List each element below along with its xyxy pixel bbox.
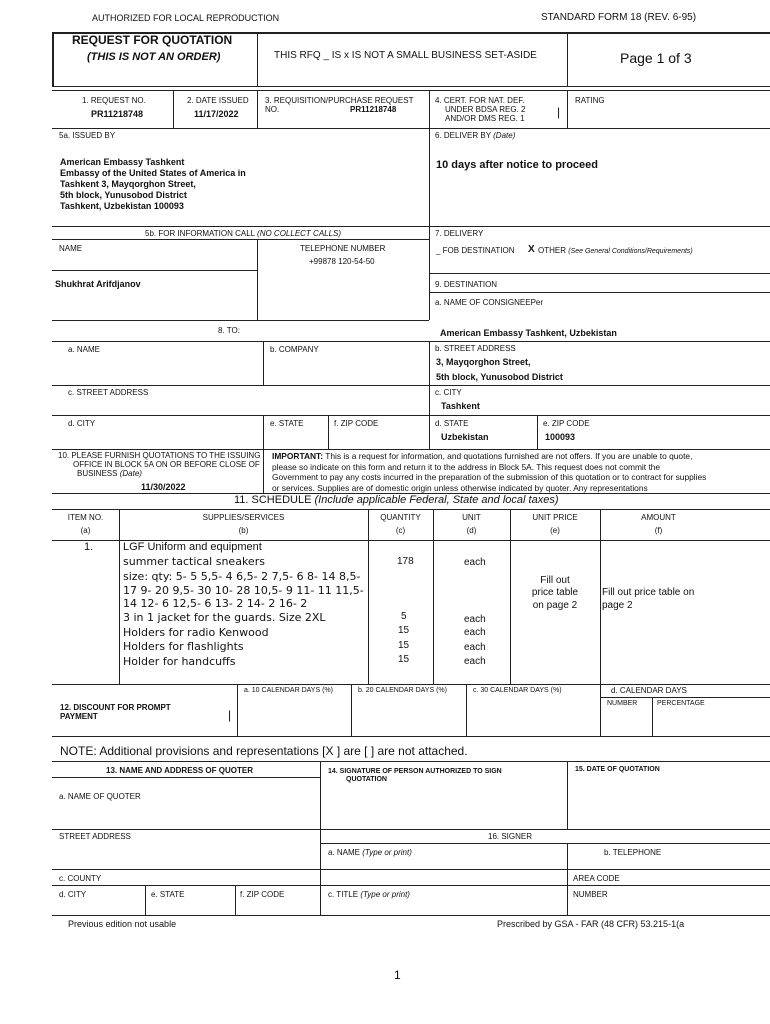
col-item-sub: (a) [80,526,91,535]
divider [263,341,264,385]
divider [567,32,568,86]
form-subtitle: (THIS IS NOT AN ORDER) [87,51,221,63]
unit-value: each [464,656,486,667]
item-line: size: qty: 5- 5 5,5- 4 6,5- 2 7,5- 6 8- 14 8,5- [123,570,361,583]
divider [652,697,653,736]
authorized-reproduction-text: AUTHORIZED FOR LOCAL REPRODUCTION [92,13,280,23]
signer-telephone-label: b. TELEPHONE [604,848,662,857]
signature-label-2: QUOTATION [346,776,387,783]
to-company-label: b. COMPANY [270,345,319,354]
divider [567,761,568,829]
request-no-label: 1. REQUEST NO. [82,96,146,105]
important-text: This is a request for information, and quotations furnished are not offers. If you are unable to quote, please so indicate on this form and return it to the address in Block 5A. This request does not commit the Government to pay any costs incurred in the preparation of the submission of this quotation or to contract for supplies or services. Supplies are of domestic origin unless otherwise indicated by quoter. Any representations [272,451,707,493]
divider [52,270,257,271]
col-amount-header: AMOUNT [641,513,676,522]
signer-name-label-text: a. NAME [328,848,361,857]
divider [52,915,770,916]
footer-left: Previous edition not usable [68,919,177,929]
divider [257,32,258,86]
col-item-header: ITEM NO. [67,513,104,522]
form-title: REQUEST FOR QUOTATION [72,33,233,47]
divider [52,341,770,342]
divider [257,239,258,320]
delivery-other-text: OTHER [538,246,566,255]
deliver-by-date-note: (Date) [493,131,516,140]
divider [235,885,236,915]
discount-number-label: NUMBER [607,700,638,707]
col-supplies-sub: (b) [238,526,249,535]
col-supplies-header: SUPPLIES/SERVICES [202,513,285,522]
quoter-name-label: a. NAME OF QUOTER [59,792,141,801]
delivery-other-note: (See General Conditions/Requirements) [568,248,693,255]
footer-right: Prescribed by GSA - FAR (48 CFR) 53.215-1(a [497,919,685,929]
divider [52,761,770,762]
col-quantity-header: QUANTITY [380,513,421,522]
area-code-label: AREA CODE [573,874,620,883]
signer-name-label [328,848,412,857]
divider [145,885,146,915]
destination-label: 9. DESTINATION [435,280,498,289]
divider [52,226,770,227]
discount-calendar-days-label: d. CALENDAR DAYS [611,686,687,695]
signer-title-label [328,890,410,899]
divider [52,885,770,886]
info-call-label-text: 5b. FOR INFORMATION CALL [145,229,255,238]
quoter-street-label: STREET ADDRESS [59,832,131,841]
discount-percentage-label: PERCENTAGE [657,700,705,707]
divider [429,90,430,320]
signer-title-note: (Type or print) [360,890,410,899]
item-number: 1. [84,541,94,553]
rating-label: RATING [575,96,605,105]
cert-label: 4. CERT. FOR NAT. DEF. [435,96,525,105]
discount-10-days-label: a. 10 CALENDAR DAYS (%) [244,687,333,694]
info-call-note: (NO COLLECT CALLS) [257,229,342,238]
amount-note-2: page 2 [602,600,633,611]
unit-price-note-2: price table [531,587,579,598]
furnish-line-3 [77,469,142,478]
issued-by-label: 5a. ISSUED BY [59,131,116,140]
unit-price-note-3: on page 2 [532,600,578,611]
to-name-label: a. NAME [68,345,101,354]
signer-label: 16. SIGNER [488,832,533,841]
divider [237,684,238,736]
signer-title-label-text: c. TITLE [328,890,359,899]
furnish-date-note: (Date) [119,469,142,478]
quantity-value: 5 [401,611,407,622]
phone-number-label: NUMBER [573,890,608,899]
quoter-label: 13. NAME AND ADDRESS OF QUOTER [106,766,253,775]
item-line: 3 in 1 jacket for the guards. Size 2XL [123,611,326,624]
divider [429,273,770,274]
item-line: LGF Uniform and equipment [123,541,262,553]
deliver-by-label [435,131,515,140]
divider [52,449,770,450]
issued-by-line-2: Embassy of the United States of America in [60,168,246,178]
requisition-no: PR11218748 [350,105,397,114]
dest-state: Uzbekistan [441,432,489,442]
provisions-note: NOTE: Additional provisions and representations [X ] are [ ] are not attached. [60,744,468,758]
fob-destination-option: _ FOB DESTINATION [436,246,515,255]
quantity-value: 15 [398,640,410,651]
unit-value: each [464,642,486,653]
divider [52,869,770,870]
schedule-title-text: 11. SCHEDULE [234,494,312,506]
quantity-value: 15 [398,654,410,665]
unit-value: each [464,627,486,638]
schedule-title-note: (Include applicable Federal, State and local taxes) [314,494,559,506]
quantity-value: 178 [397,556,414,567]
deliver-by-label-text: 6. DELIVER BY [435,131,491,140]
quantity-value: 15 [398,625,410,636]
quoter-city-label: d. CITY [59,890,87,899]
quoter-county-label: c. COUNTY [59,874,102,883]
amount-note-1: Fill out price table on [602,587,695,598]
divider [600,684,601,736]
item-line: 17 9- 20 9,5- 30 10- 28 10,5- 9 11- 11 11,5- [123,584,364,597]
furnish-line-1: 10. PLEASE FURNISH QUOTATIONS TO THE ISSUING [58,451,261,460]
divider [52,239,429,240]
to-city-label: d. CITY [68,419,96,428]
divider [52,320,429,321]
form-left-border [52,32,54,86]
issued-by-line-4: 5th block, Yunusobod District [60,190,187,200]
divider [52,829,770,830]
consignee-label: a. NAME OF CONSIGNEEPer [435,298,544,307]
issued-by-line-5: Tashkent, Uzbekistan 100093 [60,201,184,211]
discount-label-2: PAYMENT [60,712,98,721]
set-aside-text: THIS RFQ _ IS x IS NOT A SMALL BUSINESS SET-ASIDE [274,50,537,61]
divider [52,684,770,685]
dest-street-line-2: 5th block, Yunusobod District [436,372,563,382]
divider [466,684,467,736]
divider [263,415,264,449]
request-no: PR11218748 [91,109,144,119]
divider [537,415,538,449]
dest-zip-label: e. ZIP CODE [543,419,590,428]
divider [257,90,258,128]
divider [351,684,352,736]
consignee-name: American Embassy Tashkent, Uzbekistan [440,328,617,338]
to-street-label: c. STREET ADDRESS [68,388,149,397]
col-unit-price-header: UNIT PRICE [532,513,578,522]
divider [328,415,329,449]
divider [320,843,770,844]
furnish-line-2: OFFICE IN BLOCK 5A ON OR BEFORE CLOSE OF [73,460,260,469]
date-issued: 11/17/2022 [194,109,239,119]
issued-by-line-1: American Embassy Tashkent [60,157,185,167]
furnish-line-3-text: BUSINESS [77,469,118,478]
unit-value: each [464,614,486,625]
divider [567,90,568,128]
cert-label-2: UNDER BDSA REG. 2 [445,105,526,114]
date-issued-label: 2. DATE ISSUED [187,96,249,105]
divider [52,385,770,386]
signature-label-1: 14. SIGNATURE OF PERSON AUTHORIZED TO SIGN [328,768,502,775]
schedule-title [234,494,558,507]
divider [368,509,369,684]
divider [600,509,601,684]
unit-price-note-1: Fill out [540,575,570,586]
item-line: Holders for radio Kenwood [123,626,269,639]
delivery-other-mark: X [528,244,535,255]
divider [600,697,770,698]
signer-name-note: (Type or print) [362,848,412,857]
dest-street-label: b. STREET ADDRESS [435,344,516,353]
col-amount-sub: (f) [654,526,663,535]
col-unit-price-sub: (e) [550,526,560,535]
requisition-label-no: NO. [265,105,280,114]
important-label: IMPORTANT: [272,451,324,461]
issued-by-line-3: Tashkent 3, Mayqorghon Street, [60,179,196,189]
item-line: Holder for handcuffs [123,655,236,668]
divider [52,415,770,416]
page-indicator: Page 1 of 3 [620,50,692,66]
info-call-label [145,229,341,238]
cert-mark: | [557,105,561,119]
contact-name-label: NAME [59,244,83,253]
divider [52,86,770,87]
discount-label-1: 12. DISCOUNT FOR PROMPT [60,703,171,712]
important-notice [272,451,708,493]
delivery-label: 7. DELIVERY [435,229,484,238]
item-line: 14 12- 6 12,5- 6 13- 2 14- 2 16- 2 [123,597,308,610]
col-quantity-sub: (c) [395,526,406,535]
quotation-date-label: 15. DATE OF QUOTATION [575,766,660,773]
discount-30-days-label: c. 30 CALENDAR DAYS (%) [473,687,562,694]
dest-city-label: c. CITY [435,388,462,397]
dest-street-line-1: 3, Mayqorghon Street, [436,357,531,367]
quotation-due-date: 11/30/2022 [141,482,186,492]
discount-mark: | [228,708,232,722]
divider [119,509,120,684]
quoter-state-label: e. STATE [151,890,185,899]
requisition-label: 3. REQUISITION/PURCHASE REQUEST [265,96,414,105]
dest-state-label: d. STATE [435,419,469,428]
to-state-label: e. STATE [270,419,304,428]
telephone-number: +99878 120-54-50 [309,257,375,266]
unit-value: each [464,557,486,568]
dest-city: Tashkent [441,401,480,411]
divider [52,90,770,91]
item-line: Holders for flashlights [123,640,244,653]
divider [567,843,568,915]
cert-label-3: AND/OR DMS REG. 1 [445,114,525,123]
col-unit-sub: (d) [466,526,477,535]
contact-name: Shukhrat Arifdjanov [55,279,141,289]
divider [52,736,770,737]
discount-20-days-label: b. 20 CALENDAR DAYS (%) [358,687,447,694]
divider [320,761,321,915]
divider [429,292,770,293]
divider [173,90,174,128]
telephone-label: TELEPHONE NUMBER [300,244,386,253]
dest-zip: 100093 [545,432,576,442]
to-zip-label: f. ZIP CODE [334,419,379,428]
col-unit-header: UNIT [462,513,481,522]
delivery-other-option [538,246,693,256]
divider [429,341,430,449]
item-line: summer tactical sneakers [123,555,265,568]
divider [52,509,770,510]
divider [263,449,264,493]
quoter-zip-label: f. ZIP CODE [240,890,285,899]
divider [52,777,320,778]
divider [52,128,770,129]
divider [433,509,434,684]
deliver-by-value: 10 days after notice to proceed [436,159,598,171]
page-number: 1 [394,968,401,982]
to-label: 8. TO: [218,326,240,335]
form-number: STANDARD FORM 18 (REV. 6-95) [541,12,697,23]
